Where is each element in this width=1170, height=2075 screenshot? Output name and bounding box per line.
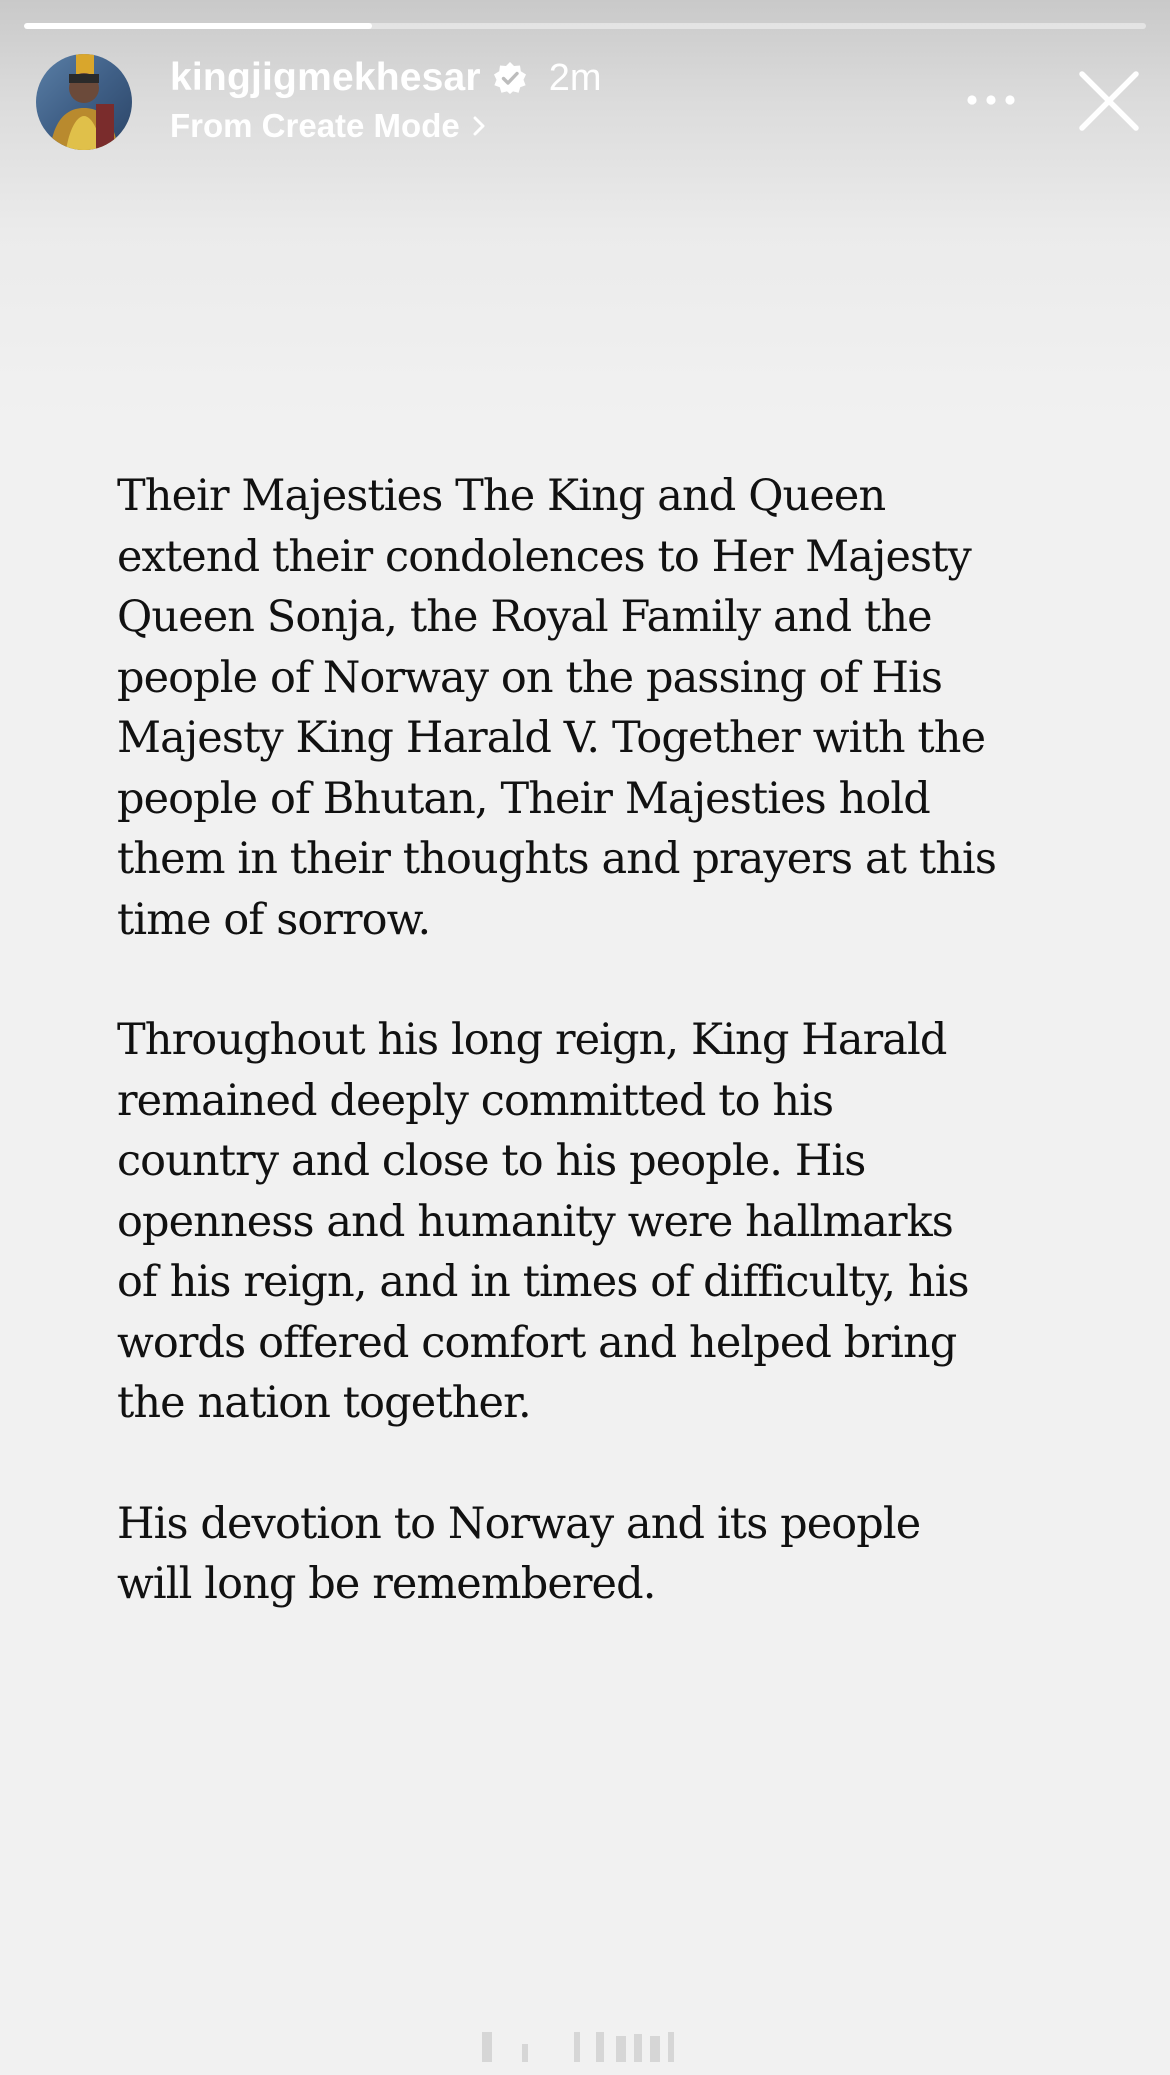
story-progress-bar bbox=[24, 23, 1146, 29]
story-paragraph-2 bbox=[117, 1010, 1077, 1434]
story-text-line: them in their thoughts and prayers at this bbox=[117, 834, 997, 884]
verified-badge-icon bbox=[493, 61, 527, 95]
username[interactable]: kingjigmekhesar bbox=[170, 56, 481, 99]
story-bottom-marks bbox=[478, 2030, 698, 2064]
story-text-line: will long be remembered. bbox=[117, 1559, 656, 1609]
chevron-right-icon bbox=[472, 115, 486, 137]
post-time: 2m bbox=[548, 56, 602, 99]
story-progress-fill bbox=[24, 23, 372, 29]
create-mode-label: From Create Mode bbox=[170, 107, 460, 144]
story-text-line: remained deeply committed to his bbox=[117, 1075, 834, 1126]
more-options-button[interactable] bbox=[960, 78, 1022, 122]
story-text bbox=[117, 466, 1077, 1615]
story-text-line: extend their condolences to Her Majesty bbox=[117, 531, 971, 582]
create-mode-link[interactable] bbox=[170, 104, 486, 148]
story-text-line: country and close to his people. His bbox=[117, 1136, 866, 1186]
story-text-line: Throughout his long reign, King Harald bbox=[117, 1015, 947, 1065]
story-text-line: Queen Sonja, the Royal Family and the bbox=[117, 592, 932, 642]
close-button[interactable] bbox=[1076, 68, 1142, 134]
close-icon bbox=[1076, 68, 1142, 134]
story-header bbox=[170, 52, 602, 104]
story-text-line: of his reign, and in times of difficulty, his bbox=[117, 1257, 969, 1307]
story-paragraph-1 bbox=[117, 466, 1077, 950]
story-text-line: Their Majesties The King and Queen bbox=[117, 471, 886, 521]
avatar[interactable] bbox=[36, 54, 132, 150]
story-text-line: time of sorrow. bbox=[117, 894, 431, 945]
story-text-line: people of Norway on the passing of His bbox=[117, 652, 943, 703]
more-horizontal-icon bbox=[966, 94, 1016, 106]
story-text-line: His devotion to Norway and its people bbox=[117, 1498, 921, 1549]
story-text-line: openness and humanity were hallmarks bbox=[117, 1196, 953, 1247]
story-text-line: words offered comfort and helped bring bbox=[117, 1317, 957, 1368]
story-paragraph-3 bbox=[117, 1494, 1077, 1615]
story-text-line: Majesty King Harald V. Together with the bbox=[117, 713, 986, 763]
story-text-line: the nation together. bbox=[117, 1378, 531, 1428]
story-text-line: people of Bhutan, Their Majesties hold bbox=[117, 773, 930, 824]
